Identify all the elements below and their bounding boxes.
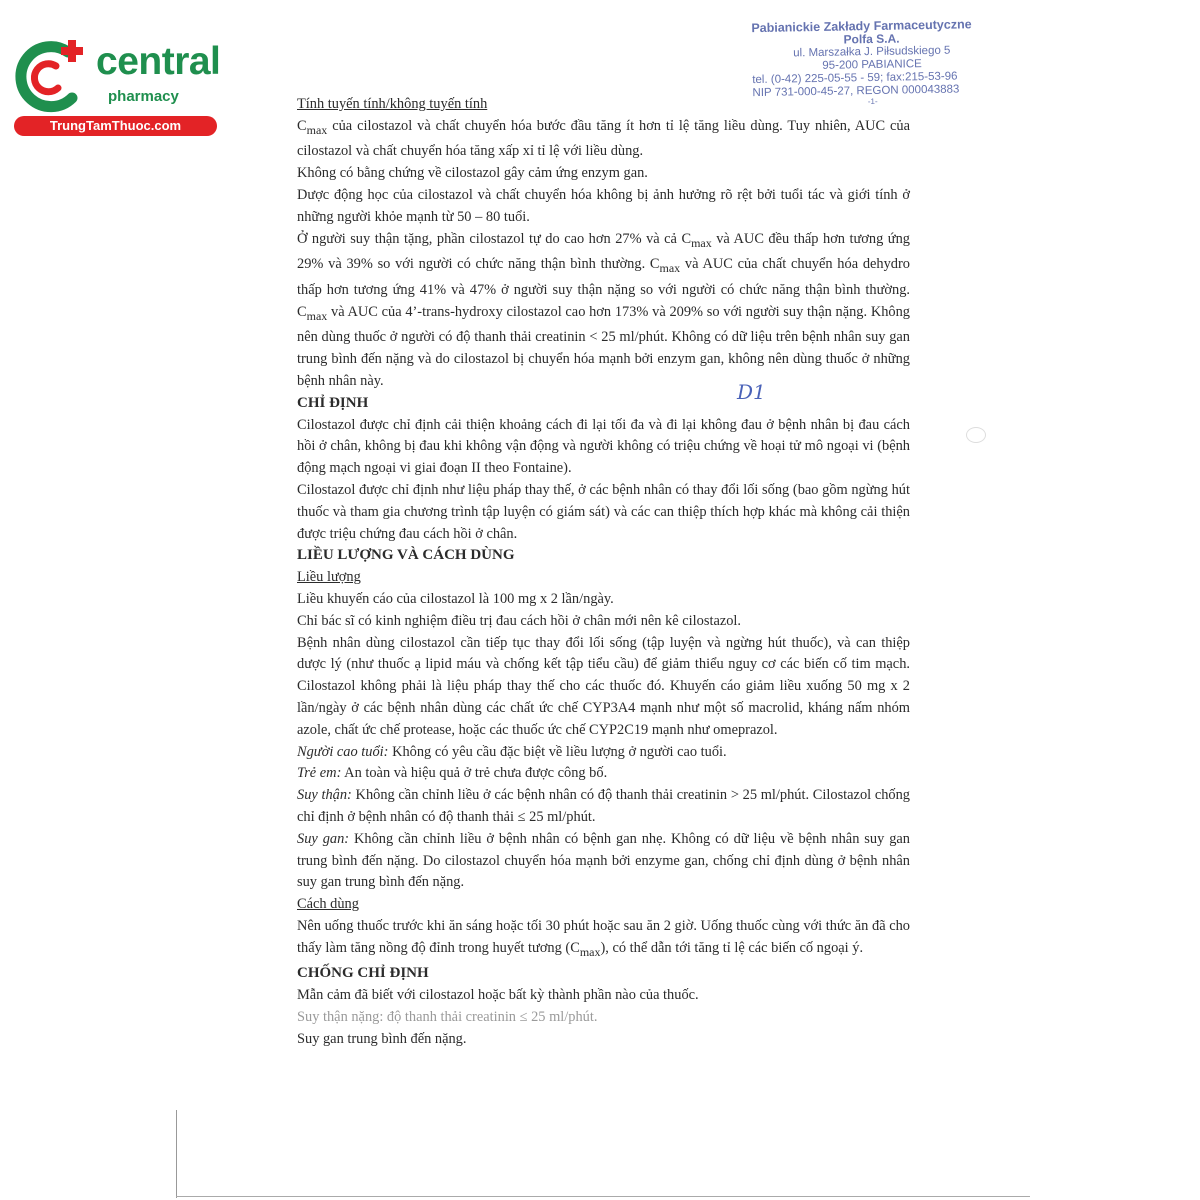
contraindication-heading: CHỐNG CHỈ ĐỊNH bbox=[297, 965, 429, 982]
renal-paragraph bbox=[297, 229, 910, 393]
children-label: Trẻ em: bbox=[297, 765, 342, 782]
stamp-line-tax: NIP 731-000-45-27, REGON 000043883 bbox=[752, 83, 960, 100]
cmax-sub: max bbox=[306, 122, 328, 137]
central-pharmacy-logo bbox=[10, 36, 221, 136]
usage-text-b: ), có thể dẫn tới tăng tỉ lệ các biến cố ngoại ý. bbox=[600, 939, 864, 956]
renal-text-b: và AUC đều thấp hơn tương ứng 29% và 39% so với người có chức năng thận bình thường. C bbox=[297, 230, 911, 273]
elderly-text: Không có yêu cầu đặc biệt về liều lượng ở người cao tuổi. bbox=[388, 743, 727, 760]
page-number: -1- bbox=[867, 96, 878, 107]
dosage-paragraph-3: Bệnh nhân dùng cilostazol cần tiếp tục thay đổi lối sống (tập luyện và ngừng hút thuốc), và can thiệp dược lý (như thuốc ạ lipid máu và chống kết tập tiểu cầu) để giảm thiểu nguy cơ các biến cố tim mạch. Cilostazol không phải là liệu pháp thay thế cho các thuốc đó. Khuyến cáo giảm liều xuống 50 mg x 2 lần/ngày ở các bệnh nhân dùng các chất ức chế CYP3A4 mạnh như một số macrolid, kháng nấm nhóm azole, chất ức chế protease, hoặc các thuốc ức chế CYP2C19 mạnh như omeprazol. bbox=[297, 634, 910, 738]
scan-edge-left bbox=[176, 1110, 177, 1198]
cmax-sub: max bbox=[691, 235, 712, 250]
renal-text-a: Ở người suy thận tặng, phần cilostazol tự do cao hơn 27% và cả C bbox=[297, 230, 692, 247]
scan-edge-bottom bbox=[176, 1196, 1030, 1197]
logo-subtitle: pharmacy bbox=[108, 88, 179, 105]
handwritten-mark: D1 bbox=[737, 380, 766, 404]
renal-dose-text: Không cần chỉnh liều ở các bệnh nhân có độ thanh thải creatinin > 25 ml/phút. Cilostazol chống chỉ định ở bệnh nhân có độ thanh thải ≤ 25 ml/phút. bbox=[297, 787, 910, 825]
stamp-line-company: Pabianickie Zakłady Farmaceutyczne bbox=[751, 17, 972, 36]
dosage-subheading: Liều lượng bbox=[297, 569, 361, 586]
stamp-line-city: 95-200 PABIANICE bbox=[822, 58, 922, 72]
renal-text-d: và AUC của 4’-trans-hydroxy cilostazol cao hơn 173% và 209% so với người suy thận nặng. Không nên dùng thuốc ở người có độ thanh thải creatinin < 25 ml/phút. Không có dữ liệu trên bệnh nhân suy gan trung bình đến nặng và do cilostazol bị chuyển hóa mạnh bởi enzym gan, không nên dùng thuốc ở những bệnh nhân này. bbox=[297, 303, 910, 390]
stamp-line-phone: tel. (0-42) 225-05-55 - 59; fax:215-53-96 bbox=[752, 70, 958, 87]
linearity-paragraph-1 bbox=[297, 116, 910, 163]
pharmacy-logo-icon bbox=[10, 36, 90, 120]
hepatic-paragraph bbox=[297, 829, 910, 894]
linearity-text: của cilostazol và chất chuyển hóa bước đầu tăng ít hơn tỉ lệ tăng liều dùng. Tuy nhiên, AUC của cilostazol và chất chuyển hóa tăng xấp xỉ tỉ lệ với liều dùng. bbox=[297, 117, 910, 160]
stamp-line-name: Polfa S.A. bbox=[843, 31, 900, 47]
usage-text-a: Nên uống thuốc trước khi ăn sáng hoặc tối 30 phút hoặc sau ăn 2 giờ. Uống thuốc cùng với thức ăn đã cho thấy làm tăng nồng độ đỉnh trong huyết tương (C bbox=[297, 917, 910, 956]
logo-website: TrungTamThuoc.com bbox=[14, 116, 217, 136]
linearity-paragraph-3: Dược động học của cilostazol và chất chuyển hóa không bị ảnh hưởng rõ rệt bởi tuổi tác và giới tính ở những người khỏe mạnh từ 50 – 80 tuổi. bbox=[297, 187, 910, 225]
dosage-heading: LIỀU LƯỢNG VÀ CÁCH DÙNG bbox=[297, 547, 515, 564]
cmax-c: C bbox=[297, 117, 307, 134]
hepatic-text: Không cần chỉnh liều ở bệnh nhân có bệnh gan nhẹ. Không có dữ liệu về bệnh nhân suy gan trung bình đến nặng. Do cilostazol chuyển hóa mạnh bởi enzyme gan, chống chỉ định dùng ở bệnh nhân suy gan trung bình đến nặng. bbox=[297, 830, 910, 891]
children-text: An toàn và hiệu quả ở trẻ chưa được công bố. bbox=[341, 765, 608, 782]
dosage-paragraph-2: Chỉ bác sĩ có kinh nghiệm điều trị đau cách hồi ở chân mới nên kê cilostazol. bbox=[297, 612, 742, 629]
linearity-heading: Tính tuyến tính/không tuyến tính bbox=[297, 96, 488, 112]
stamp-line-street: ul. Marszałka J. Piłsudskiego 5 bbox=[793, 44, 951, 60]
contraindication-3: Suy gan trung bình đến nặng. bbox=[297, 1030, 467, 1047]
cmax-sub: max bbox=[306, 308, 328, 323]
hepatic-label: Suy gan: bbox=[297, 830, 350, 847]
renal-dose-paragraph bbox=[297, 785, 910, 829]
children-paragraph bbox=[297, 763, 910, 785]
renal-text-c: và AUC của chất chuyển hóa dehydro thấp hơn tương ứng 41% và 47% ở người suy thận nặng so với người có chức năng thận bình thường. C bbox=[297, 256, 910, 320]
usage-paragraph bbox=[297, 916, 910, 963]
dosage-paragraph-1: Liều khuyến cáo của cilostazol là 100 mg x 2 lần/ngày. bbox=[297, 591, 614, 608]
logo-brand: central bbox=[96, 40, 221, 83]
leaflet-body bbox=[297, 94, 910, 1051]
elderly-label: Người cao tuổi: bbox=[297, 743, 389, 760]
indication-paragraph-2: Cilostazol được chỉ định như liệu pháp thay thế, ở các bệnh nhân có thay đổi lối sống (bao gồm ngừng hút thuốc và tham gia chương trình tập luyện có giám sát) và các can thiệp thích hợp khác mà không cải thiện được triệu chứng đau cách hồi ở chân. bbox=[297, 482, 910, 542]
usage-subheading: Cách dùng bbox=[297, 896, 359, 913]
elderly-paragraph bbox=[297, 742, 910, 764]
cmax-sub: max bbox=[659, 261, 681, 276]
scan-dot bbox=[966, 427, 986, 443]
indication-paragraph-1: Cilostazol được chỉ định cải thiện khoảng cách đi lại tối đa và đi lại không đau ở bệnh nhân bị đau cách hồi ở chân, không bị đau khi không vận động và người không có triệu chứng về hoại tử mô ngoại vi (bệnh động mạch ngoại vi giai đoạn II theo Fontaine). bbox=[297, 416, 910, 477]
indication-heading: CHỈ ĐỊNH bbox=[297, 394, 369, 411]
cmax-sub: max bbox=[579, 944, 601, 959]
contraindication-1: Mẫn cảm đã biết với cilostazol hoặc bất kỳ thành phần nào của thuốc. bbox=[297, 987, 699, 1004]
linearity-paragraph-2: Không có bằng chứng về cilostazol gây cảm ứng enzym gan. bbox=[297, 165, 648, 182]
renal-dose-label: Suy thận: bbox=[297, 787, 352, 804]
contraindication-2: Suy thận nặng: độ thanh thải creatinin ≤ 25 ml/phút. bbox=[297, 1009, 598, 1026]
